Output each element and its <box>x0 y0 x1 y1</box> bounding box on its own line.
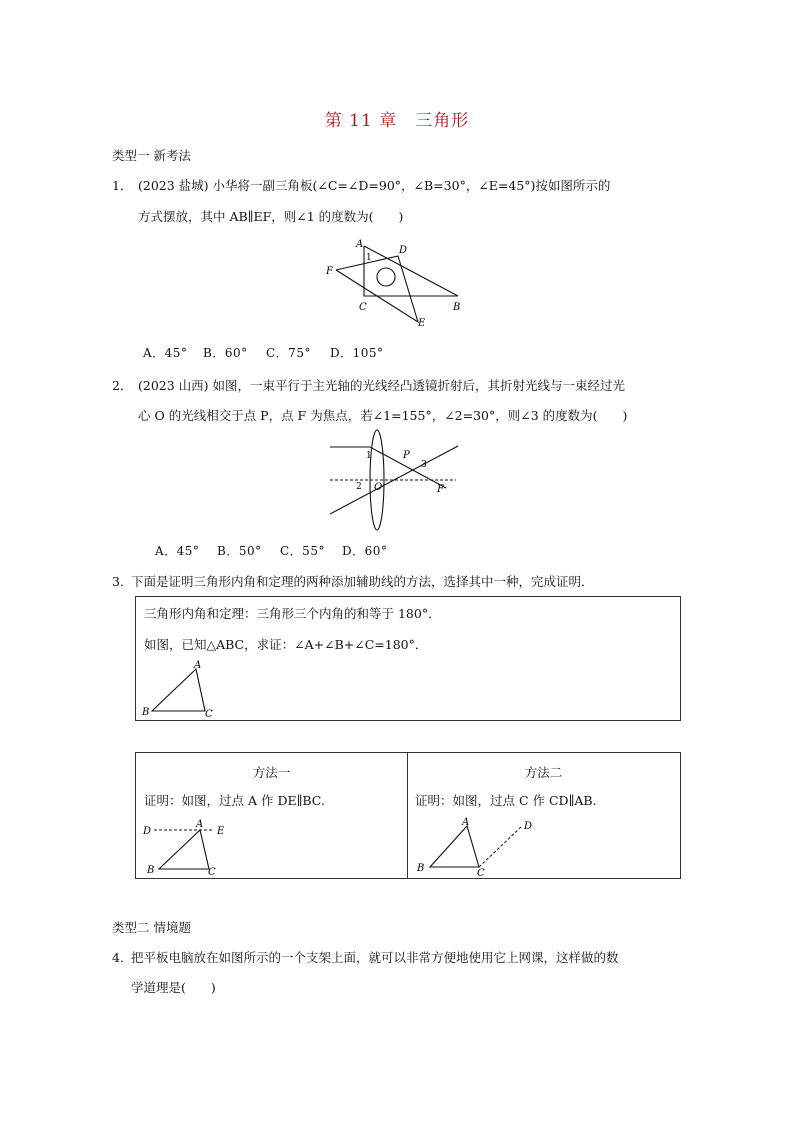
question-1-figure <box>320 236 470 332</box>
q1-label-c: C <box>359 302 367 313</box>
m2-label-a: A <box>462 817 470 828</box>
q2-label-o: O <box>374 482 383 493</box>
method-2-figure <box>411 817 551 879</box>
m2-label-c: C <box>477 868 485 879</box>
question-1-line1: (2023 盐城) 小华将一副三角板(∠C=∠D=90°，∠B=30°，∠E=45°)按如图所示的 <box>138 178 611 193</box>
q2-label-3: 3 <box>421 460 427 470</box>
m1-label-d: D <box>143 826 152 837</box>
q2-label-p: P <box>403 450 410 461</box>
question-4-number: 4． <box>112 950 133 965</box>
method-2-heading: 方法二 <box>524 765 563 780</box>
question-2-line1: (2023 山西) 如图，一束平行于主光轴的光线经凸透镜折射后，其折射光线与一束经过光 <box>138 378 626 393</box>
method-1-cell <box>136 753 408 878</box>
q1-label-f: F <box>326 266 333 277</box>
q1-label-b: B <box>453 302 461 313</box>
q2-option-d: D．60° <box>342 544 388 558</box>
m1-label-a: A <box>196 819 204 830</box>
q2-option-c: C．55° <box>280 544 325 558</box>
q1-label-d: D <box>399 245 408 256</box>
tri-label-c: C <box>205 709 213 720</box>
q1-option-c: C．75° <box>266 346 311 360</box>
section-heading-type1: 类型一 新考法 <box>112 148 191 163</box>
question-4-line2: 学道理是( ) <box>131 980 216 995</box>
question-3-number: 3． <box>112 574 133 589</box>
theorem-triangle-figure <box>138 657 228 721</box>
method-1-heading: 方法一 <box>252 765 291 780</box>
method-2-cell <box>407 753 680 878</box>
q1-option-a: A．45° <box>143 346 188 360</box>
q1-label-a: A <box>356 239 364 250</box>
theorem-statement: 三角形内角和定理：三角形三个内角的和等于 180°． <box>144 606 441 621</box>
m1-label-e: E <box>217 826 225 837</box>
methods-table <box>135 752 681 879</box>
theorem-box <box>135 596 681 721</box>
section-heading-type2: 类型二 情境题 <box>112 920 191 935</box>
theorem-given: 如图，已知△ABC，求证：∠A+∠B+∠C=180°． <box>144 637 428 652</box>
method-1-figure <box>140 817 260 879</box>
question-4-line1: 把平板电脑放在如图所示的一个支架上面，就可以非常方便地使用它上网课，这样做的数 <box>131 950 619 965</box>
q1-label-1: 1 <box>366 253 372 263</box>
tri-label-b: B <box>142 707 150 718</box>
q2-option-b: B．50° <box>217 544 262 558</box>
question-2-number: 2． <box>112 378 133 393</box>
m2-label-d: D <box>524 821 533 832</box>
m2-label-b: B <box>417 863 425 874</box>
question-2-figure <box>326 428 466 532</box>
question-1-line2: 方式摆放，其中 AB∥EF，则∠1 的度数为( ) <box>138 209 404 224</box>
question-1-number: 1． <box>112 178 133 193</box>
q2-option-a: A．45° <box>155 544 200 558</box>
page-title: 第 11 章 三角形 <box>324 111 470 131</box>
m1-label-b: B <box>147 865 155 876</box>
q1-option-b: B．60° <box>203 346 248 360</box>
q2-label-1: 1 <box>366 451 372 461</box>
method-1-text: 证明：如图，过点 A 作 DE∥BC. <box>144 793 325 808</box>
q1-option-d: D．105° <box>330 346 384 360</box>
method-2-text: 证明：如图，过点 C 作 CD∥AB. <box>415 793 597 808</box>
q2-label-2: 2 <box>356 482 362 492</box>
q2-label-f: F <box>437 484 444 495</box>
m1-label-c: C <box>208 867 216 878</box>
question-3-line1: 下面是证明三角形内角和定理的两种添加辅助线的方法，选择其中一种，完成证明． <box>131 574 594 589</box>
question-2-line2: 心 O 的光线相交于点 P，点 F 为焦点，若∠1=155°，∠2=30°，则∠3 的度数为( ) <box>138 408 628 423</box>
q1-label-e: E <box>418 318 426 329</box>
tri-label-a: A <box>194 660 202 671</box>
